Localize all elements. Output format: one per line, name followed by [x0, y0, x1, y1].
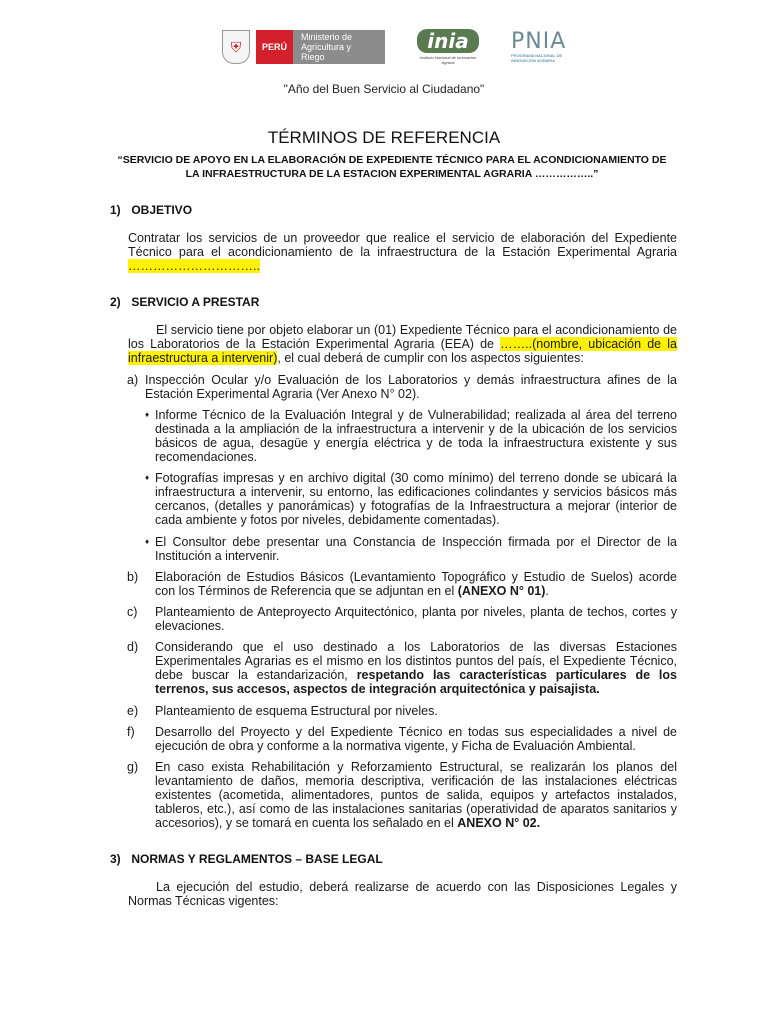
pnia-wordmark: PNIA — [511, 29, 567, 54]
list-label: c) — [127, 605, 138, 619]
section-title: SERVICIO A PRESTAR — [131, 295, 260, 309]
list-item-g — [127, 760, 677, 830]
pnia-logo — [511, 31, 577, 63]
normas-paragraph: La ejecución del estudio, deberá realizarse de acuerdo con las Disposiciones Legales y Normas Técnicas vigentes: — [128, 880, 677, 908]
bullet-text: El Consultor debe presentar una Constancia de Inspección firmada por el Director de la Institución a intervenir. — [155, 535, 677, 563]
list-bold-text: respetando las características particulares de los terrenos, sus accesos, aspectos de integración arquitectónica y paisajista. — [155, 668, 677, 696]
section-number: 1) — [110, 203, 121, 217]
minagri-logo — [256, 30, 385, 64]
pnia-subtitle: PROGRAMA NACIONAL DE INNOVACIÓN AGRARIA — [511, 53, 563, 63]
shield-glyph: ⛨ — [230, 38, 242, 55]
objetivo-placeholder: ………………………….. — [128, 259, 260, 273]
section-heading-servicio — [110, 295, 259, 309]
bullet-text: Fotografías impresas y en archivo digital (30 como mínimo) del terreno donde se ubicará la infraestructura a intervenir, su entorno, las edificaciones colindantes y servicios básicos más cercanos, (detalles y panorámicas) y fotografías de la Infraestructura a mejorar (interior de cada ambiente y fotos por niveles, debidamente comentadas). — [155, 471, 677, 527]
list-text: Inspección Ocular y/o Evaluación de los Laboratorios y demás infraestructura afines de la Estación Experimental Agraria (Ver Anexo N° 02). — [145, 373, 677, 401]
list-label: b) — [127, 570, 139, 584]
list-text: Considerando que el uso destinado a los Laboratorios de las diversas Estaciones Experimentales Agrarias es el mismo en los distintos puntos del país, el Expediente Técnico, debe buscar la estandarización, — [155, 640, 677, 682]
list-bold-text: ANEXO N° 02. — [457, 816, 541, 830]
list-item-c — [127, 605, 677, 633]
ministry-label: Ministerio de Agricultura y Riego — [293, 30, 385, 64]
list-end: . — [545, 584, 549, 598]
list-label: g) — [127, 760, 139, 774]
section-number: 2) — [110, 295, 121, 309]
list-label: d) — [127, 640, 139, 654]
peru-label: PERÚ — [256, 30, 293, 64]
list-label: f) — [127, 725, 135, 739]
header-logos — [222, 28, 577, 66]
list-text: Desarrollo del Proyecto y del Expediente Técnico en todas sus especialidades a nivel de ejecución de obra y conforme a la normativa vigente, y Ficha de Evaluación Ambiental. — [155, 725, 677, 753]
list-item-b — [127, 570, 677, 598]
bullet-item-2 — [145, 471, 677, 527]
list-text: Elaboración de Estudios Básicos (Levantamiento Topográfico y Estudio de Suelos) acorde con los Términos de Referencia que se adjuntan en el — [155, 570, 677, 598]
diamond-bullet-icon: ♦ — [145, 473, 150, 482]
servicio-placeholder: ……..(nombre, ubicación de la infraestructura a intervenir) — [128, 337, 677, 365]
section-heading-normas — [110, 852, 383, 866]
list-label: e) — [127, 704, 139, 718]
list-item-e — [127, 704, 677, 718]
inia-logo — [413, 29, 483, 65]
list-bold-text: (ANEXO N° 01) — [457, 584, 546, 598]
page-title: TÉRMINOS DE REFERENCIA — [267, 128, 501, 147]
bullet-text: Informe Técnico de la Evaluación Integral y de Vulnerabilidad; realizada al área del terreno destinada a la ampliación de la infraestructura a intervenir y de la ubicación de los servicios básicos de agua, desagüe y energía eléctrica y de toda la infraestructura existente y sus recomendaciones. — [155, 408, 677, 464]
diamond-bullet-icon: ♦ — [145, 537, 150, 546]
servicio-intro-text: El servicio tiene por objeto elaborar un (01) Expediente Técnico para el acondicionamiento de los Laboratorios de la Estación Experimental Agraria (EEA) de — [128, 323, 677, 351]
list-item-f — [127, 725, 677, 753]
diamond-bullet-icon: ♦ — [145, 410, 150, 419]
list-text: Planteamiento de Anteproyecto Arquitectónico, planta por niveles, planta de techos, cortes y elevaciones. — [155, 605, 677, 633]
year-motto: "Año del Buen Servicio al Ciudadano" — [283, 82, 485, 96]
list-text: En caso exista Rehabilitación y Reforzamiento Estructural, se realizarán los planos del levantamiento de daños, memoria descriptiva, verificación de las instalaciones eléctricas existentes (acometida, alimentadores, puntos de salida, equipos y artefactos instalados, tableros, etc.), así como de las instalaciones sanitarias (operatividad de aparatos sanitarios y accesorios), y se tomará en cuenta los señalado en el — [155, 760, 677, 830]
servicio-intro — [128, 323, 677, 365]
objetivo-text: Contratar los servicios de un proveedor que realice el servicio de elaboración del Expediente Técnico para el acondicionamiento de la infraestructura de la Estación Experimental Agraria — [128, 231, 677, 259]
objetivo-paragraph — [128, 231, 677, 273]
list-item-a — [127, 373, 677, 401]
servicio-intro-end: , el cual deberá de cumplir con los aspectos siguientes: — [277, 351, 584, 365]
section-number: 3) — [110, 852, 121, 866]
section-title: NORMAS Y REGLAMENTOS – BASE LEGAL — [131, 852, 383, 866]
section-heading-objetivo — [110, 203, 192, 217]
list-label: a) — [127, 373, 139, 387]
inia-subtitle: Instituto Nacional de Innovación Agraria — [419, 55, 477, 65]
section-title: OBJETIVO — [131, 203, 193, 217]
document-subtitle: “SERVICIO DE APOYO EN LA ELABORACIÓN DE EXPEDIENTE TÉCNICO PARA EL ACONDICIONAMIENTO DE LA INFRAESTRUCTURA DE LA ESTACION EXPERIMENTAL AGRARIA ……………..” — [117, 154, 667, 180]
bullet-item-1 — [145, 408, 677, 464]
list-text: Planteamiento de esquema Estructural por niveles. — [155, 704, 438, 718]
list-item-d — [127, 640, 677, 696]
coat-of-arms-icon — [222, 30, 250, 64]
inia-wordmark: inia — [417, 29, 478, 53]
bullet-item-3 — [145, 535, 677, 563]
